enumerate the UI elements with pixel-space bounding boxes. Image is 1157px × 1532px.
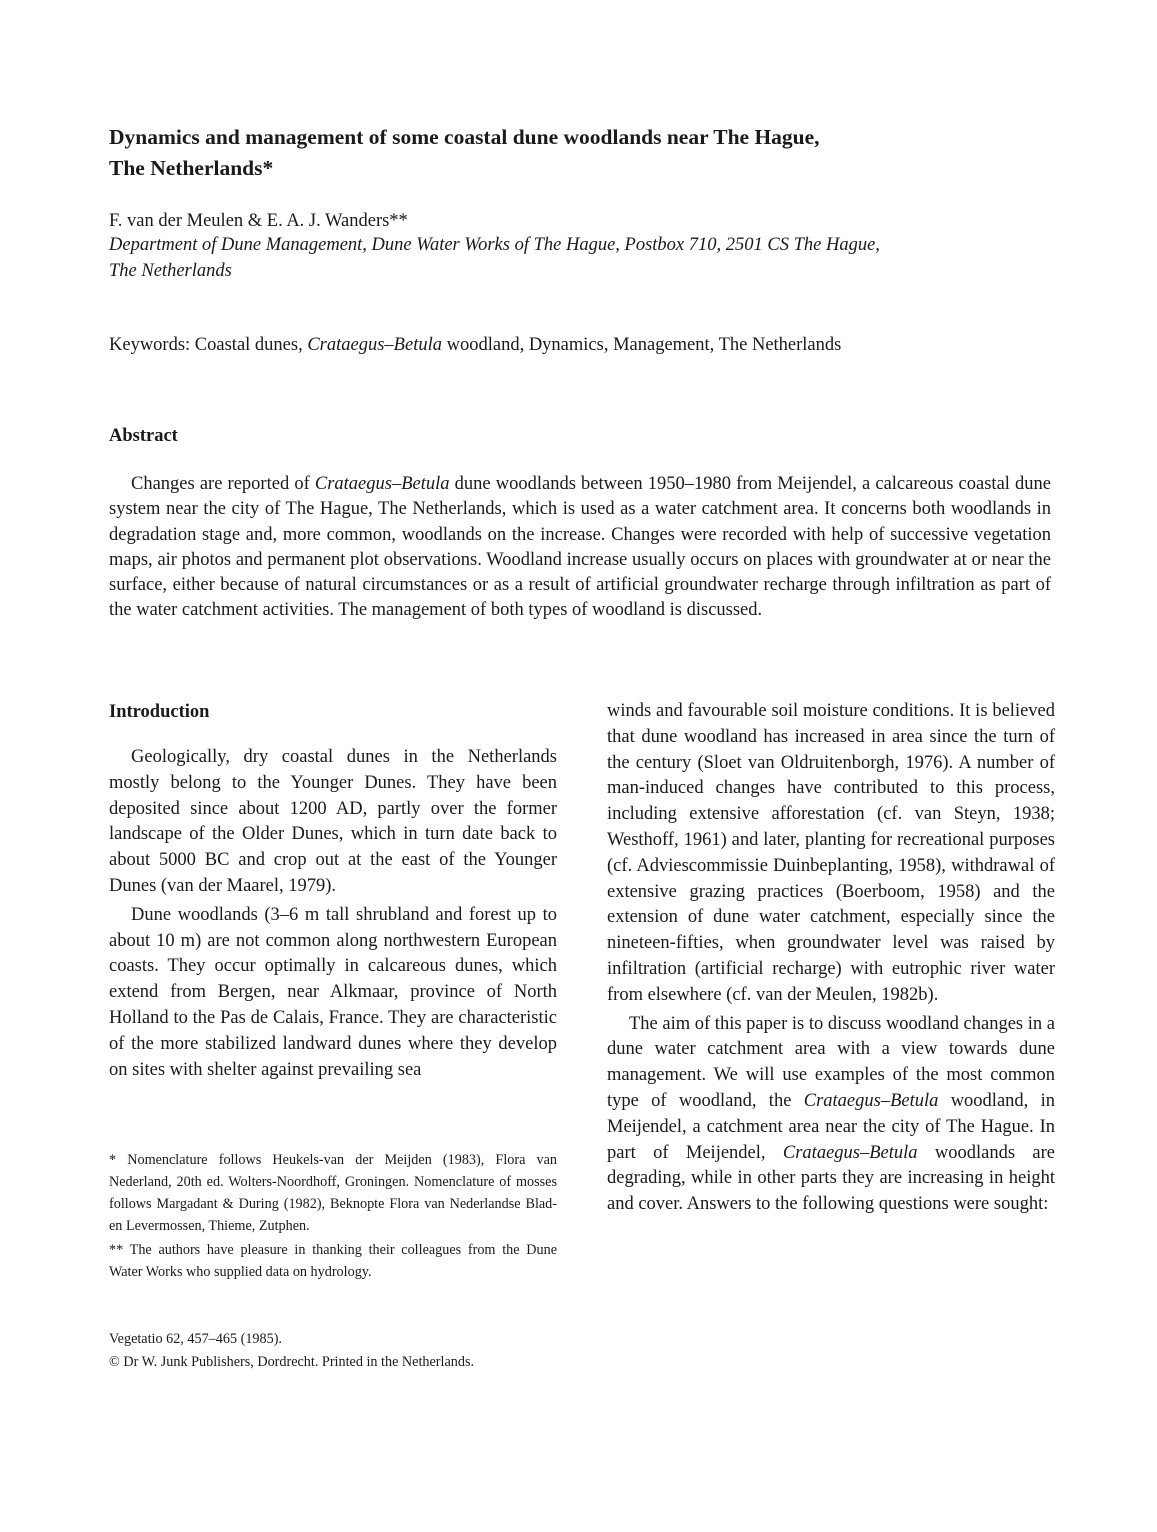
para4-part-b: woodland, in Meijendel, a catchment area near the city of The Hague. In part of Meijendel,: [607, 1090, 1055, 1163]
journal-citation: Vegetatio 62, 457–465 (1985).: [109, 1331, 282, 1347]
abstract-taxon: Crataegus–Betula: [314, 474, 450, 494]
publisher-line: © Dr W. Junk Publishers, Dordrecht. Printed in the Netherlands.: [109, 1354, 475, 1370]
abstract-text-start: Changes are reported of: [131, 474, 315, 494]
para4-taxon-2: Crataegus–Betula: [782, 1142, 918, 1163]
footnote-1: * Nomenclature follows Heukels-van der Meijden (1983), Flora van Nederland, 20th ed. Wolters-Noordhoff, Groningen. Nomenclature of mosses follows Margadant & During (1982), Beknopte Flora van Nederlandse Blad- en Levermossen, Thieme, Zutphen.: [109, 1152, 557, 1234]
para4-part-c: woodlands are degrading, while in other parts they are increasing in height and cover. Answers to the following questions were sought:: [607, 1142, 1055, 1215]
keywords-suffix: woodland, Dynamics, Management, The Netherlands: [441, 335, 842, 355]
para4-part-a: The aim of this paper is to discuss woodland changes in a dune water catchment area with a view towards dune management. We will use examples of the most common type of woodland, the: [607, 1013, 1055, 1111]
paper-title: [109, 122, 1049, 184]
keywords: [109, 332, 1059, 358]
para4-taxon-1: Crataegus–Betula: [803, 1090, 939, 1111]
abstract-text-rest: dune woodlands between 1950–1980 from Meijendel, a calcareous coastal dune system near the city of The Hague, The Netherlands, which is used as a water catchment area. It concerns both woodlands in degradation stage and, more common, woodlands on the increase. Changes were recorded with help of successive vegetation maps, air photos and permanent plot observations. Woodland increase usually occurs on places with groundwater at or near the surface, either because of natural circumstances or as a result of artificial groundwater recharge through infiltration as part of the water catchment activities. The management of both types of woodland is discussed.: [109, 474, 1052, 621]
title-line-1: Dynamics and management of some coastal dune woodlands near The Hague,: [109, 125, 820, 149]
intro-paragraph-3: winds and favourable soil moisture conditions. It is believed that dune woodland has increased in area since the turn of the century (Sloet van Oldruitenborgh, 1976). A number of man-induced changes have contributed to this process, including extensive afforestation (cf. van Steyn, 1938; Westhoff, 1961) and later, planting for recreational purposes (cf. Adviescommissie Duinbeplanting, 1958), withdrawal of extensive grazing practices (Boerboom, 1958) and the extension of dune water catchment, especially since the nineteen-fifties, when groundwater level was raised by infiltration (artificial recharge) with eutrophic river water from elsewhere (cf. van der Meulen, 1982b).: [607, 701, 1055, 1005]
intro-paragraph-4: [607, 1012, 1055, 1218]
footnotes: [109, 1149, 557, 1285]
keywords-taxon: Crataegus–Betula: [307, 335, 442, 355]
intro-paragraph-2: Dune woodlands (3–6 m tall shrubland and forest up to about 10 m) are not common along northwestern European coasts. They occur optimally in calcareous dunes, which extend from Bergen, near Alkmaar, province of North Holland to the Pas de Calais, France. They are characteristic of the more stabilized landward dunes where they develop on sites with shelter against prevailing sea: [109, 904, 557, 1080]
affiliation-line-1: Department of Dune Management, Dune Water Works of The Hague, Postbox 710, 2501 CS The Hague,: [109, 235, 880, 255]
abstract-text: [109, 472, 1051, 624]
intro-paragraph-1: Geologically, dry coastal dunes in the Netherlands mostly belong to the Younger Dunes. They have been deposited since about 1200 AD, partly over the former landscape of the Older Dunes, which in turn date back to about 5000 BC and crop out at the east of the Younger Dunes (van der Maarel, 1979).: [109, 747, 557, 896]
right-column: [607, 699, 1055, 1221]
affiliation: [109, 232, 1059, 284]
keywords-prefix: Keywords: Coastal dunes,: [109, 335, 308, 355]
citation-block: [109, 1328, 709, 1374]
title-line-2: The Netherlands*: [109, 156, 274, 180]
abstract-heading: Abstract: [109, 426, 178, 446]
left-column: [109, 699, 557, 1086]
footnote-2: ** The authors have pleasure in thanking their colleagues from the Dune Water Works who supplied data on hydrology.: [109, 1242, 557, 1280]
introduction-heading: Introduction: [109, 702, 210, 722]
affiliation-line-2: The Netherlands: [109, 261, 232, 281]
author-list: F. van der Meulen & E. A. J. Wanders**: [109, 211, 408, 231]
